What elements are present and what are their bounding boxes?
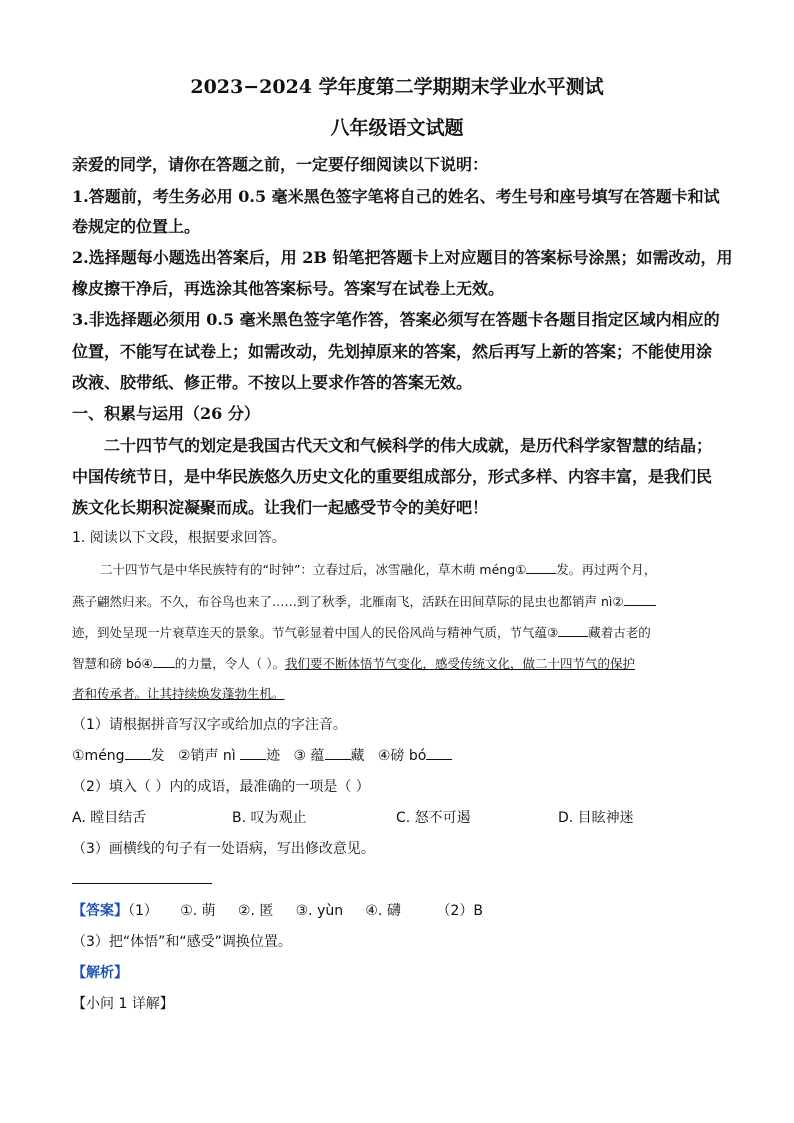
answer-item: ②. 匿	[237, 903, 274, 919]
answer-blank	[153, 653, 175, 668]
passage-line1	[100, 559, 656, 578]
answer-item: ③. yùn	[295, 903, 344, 919]
subquestion-2: （2）填入（ ）内的成语，最准确的一项是（ ）	[72, 779, 370, 795]
detail-label: 【小问 1 详解】	[72, 996, 174, 1012]
answer-blank	[426, 745, 452, 760]
option-c: C. 怒不可遏	[396, 810, 471, 826]
answer-item: ①. 萌	[180, 903, 216, 919]
section-intro-line3: 族文化长期积淀凝聚而成。让我们一起感受节令的美好吧！	[72, 498, 489, 517]
answer-blank	[125, 745, 151, 760]
passage-line4	[72, 653, 635, 672]
underlined-sentence-end: 者和传承者。让其持续焕发蓬勃生机。	[72, 686, 285, 701]
option-d: D. 目眩神迷	[558, 810, 634, 826]
instruction-3-line3: 改液、胶带纸、修正带。不按以上要求作答的答案无效。	[72, 373, 473, 392]
answer-blank	[624, 591, 656, 606]
answer-blank	[558, 622, 588, 637]
underlined-sentence: 我们要不断体悟节气变化，感受传统文化，做二十四节气的保护	[285, 656, 636, 671]
section-intro-line1: 二十四节气的划定是我国古代天文和气候科学的伟大成就，是历代科学家智慧的结晶；	[104, 436, 713, 455]
answer-line: 【答案】（1） ①. 萌 ②. 匿 ③. yùn ④. 礴 （2）B	[72, 903, 483, 919]
passage-line2	[72, 591, 656, 610]
instruction-2-line1: 2.选择题每小题选出答案后，用 2B 铅笔把答题卡上对应题目的答案标号涂黑；如需改动，用	[72, 248, 733, 267]
subquestion-1-items: ①méng 发 ②销声 nì 迹 ③ 蕴 藏 ④磅 bó	[72, 745, 452, 765]
answer-blank	[240, 745, 266, 760]
subquestion-1: （1）请根据拼音写汉字或给加点的字注音。	[72, 717, 347, 733]
exam-subtitle: 八年级语文试题	[330, 117, 464, 139]
answer-part3: （3）把“体悟”和“感受”调换位置。	[72, 934, 292, 950]
instruction-1-line1: 1.答题前，考生务必用 0.5 毫米黑色签字笔将自己的姓名、考生号和座号填写在答题卡和试	[72, 187, 720, 206]
instruction-1-line2: 卷规定的位置上。	[72, 217, 201, 236]
divider	[72, 883, 212, 884]
answer-blank	[526, 559, 556, 574]
passage-text: 二十四节气是中华民族特有的“时钟”：立春过后，冰雪融化，草木萌 méng①	[100, 562, 527, 577]
section-intro-line2: 中国传统节日，是中华民族悠久历史文化的重要组成部分，形式多样、内容丰富，是我们民	[72, 467, 713, 486]
question-stem: 1. 阅读以下文段，根据要求回答。	[72, 530, 286, 546]
subquestion-3: （3）画横线的句子有一处语病，写出修改意见。	[72, 841, 375, 857]
passage-text: 发。再过两个月，	[556, 562, 657, 577]
exam-title: 2023−2024 学年度第二学期期末学业水平测试	[190, 76, 604, 98]
passage-text: 智慧和磅 bó④	[72, 656, 153, 671]
passage-text: 的力量，令人（ ）。	[174, 656, 285, 671]
answer-item: ④. 礴	[365, 903, 401, 919]
section-heading: 一、积累与运用（26 分）	[72, 404, 260, 423]
instruction-2-line2: 橡皮擦干净后，再选涂其他答案标号。答案写在试卷上无效。	[72, 279, 505, 298]
option-a: A. 瞠目结舌	[72, 810, 147, 826]
passage-line3	[72, 622, 651, 641]
passage-text: 迹，到处呈现一片衰草连天的景象。节气彰显着中国人的民俗风尚与精神气质，节气蕴③	[72, 625, 559, 640]
instructions-intro: 亲爱的同学，请你在答题之前，一定要仔细阅读以下说明：	[72, 155, 489, 174]
answer-label: 【答案】	[72, 903, 128, 919]
analysis-label: 【解析】	[72, 965, 128, 981]
passage-text: 燕子翩然归来。不久，布谷鸟也来了……到了秋季，北雁南飞，活跃在田间草际的昆虫也都销声 nì②	[72, 594, 624, 609]
answer-part2: （2）B	[436, 903, 483, 919]
passage-text: 藏着古老的	[588, 625, 651, 640]
answer-blank	[325, 745, 351, 760]
instruction-3-line1: 3.非选择题必须用 0.5 毫米黑色签字笔作答，答案必须写在答题卡各题目指定区域内相应的	[72, 310, 720, 329]
option-b: B. 叹为观止	[232, 810, 307, 826]
instruction-3-line2: 位置，不能写在试卷上；如需改动，先划掉原来的答案，然后再写上新的答案；不能使用涂	[72, 342, 713, 361]
